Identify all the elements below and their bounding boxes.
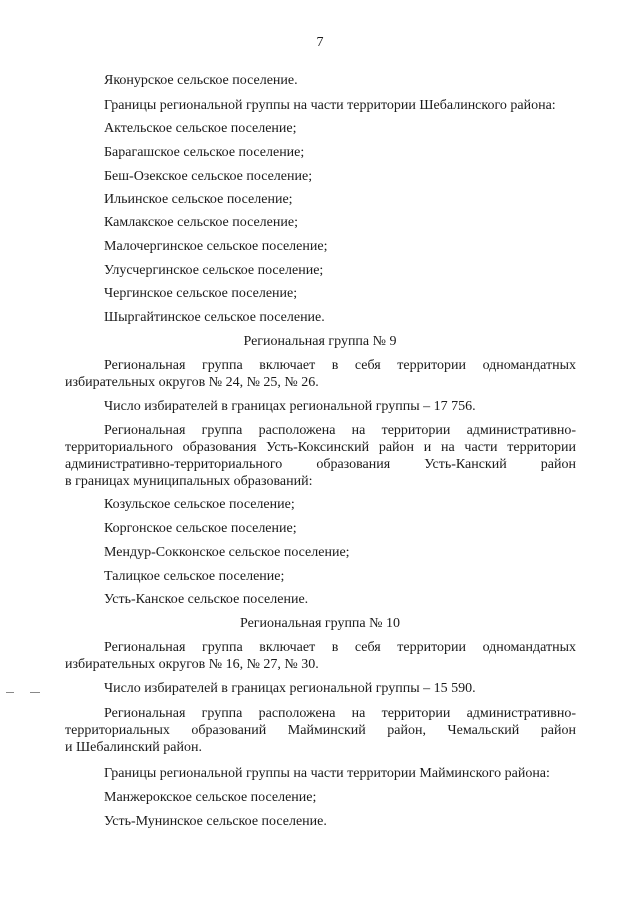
paragraph-line: в границах муниципальных образований: xyxy=(65,474,313,489)
paragraph-line: Региональная группа расположена на территории административно- xyxy=(104,423,576,438)
list-item-manzherokskoe: Манжерокское сельское поселение; xyxy=(104,790,317,805)
paragraph-line: избирательных округов № 24, № 25, № 26. xyxy=(65,375,319,390)
paragraph-line: Региональная группа расположена на территории административно- xyxy=(104,706,576,721)
paragraph-line: и Шебалинский район. xyxy=(65,740,202,755)
list-item-uluscherginskoe: Улусчергинское сельское поселение; xyxy=(104,263,324,278)
list-item-malocherginskoe: Малочергинское сельское поселение; xyxy=(104,239,328,254)
list-item-ust-kanskoe: Усть-Канское сельское поселение. xyxy=(104,592,309,607)
paragraph-line: территориального образования Усть-Коксинский район и на части территории xyxy=(65,440,576,455)
list-item-aktelskoe: Актельское сельское поселение; xyxy=(104,121,297,136)
paragraph-line: избирательных округов № 16, № 27, № 30. xyxy=(65,657,319,672)
list-item-shyrgaitinskoe: Шыргайтинское сельское поселение. xyxy=(104,310,325,325)
text-line-shebalinsky-boundary: Границы региональной группы на части территории Шебалинского района: xyxy=(104,98,556,113)
paragraph-line: Региональная группа включает в себя территории одномандатных xyxy=(104,358,576,373)
voter-count-group-9: Число избирателей в границах региональной группы – 17 756. xyxy=(104,399,476,414)
list-item-talitskoe: Талицкое сельское поселение; xyxy=(104,569,285,584)
list-item-baragashskoe: Барагашское сельское поселение; xyxy=(104,145,305,160)
list-item-korgonskoe: Коргонское сельское поселение; xyxy=(104,521,297,536)
list-item-kozulskoe: Козульское сельское поселение; xyxy=(104,497,295,512)
list-item-besh-ozekskoe: Беш-Озекское сельское поселение; xyxy=(104,169,313,184)
scan-speck xyxy=(6,692,14,693)
list-item-cherginskoe: Чергинское сельское поселение; xyxy=(104,286,298,301)
paragraph-line: территориальных образований Майминский район, Чемальский район xyxy=(65,723,576,738)
section-heading-group-9: Региональная группа № 9 xyxy=(243,334,397,349)
paragraph-line: Региональная группа включает в себя территории одномандатных xyxy=(104,640,576,655)
list-item-yakonurskoe: Яконурское сельское поселение. xyxy=(104,73,298,88)
page-number: 7 xyxy=(316,35,324,50)
list-item-ilinskoe: Ильинское сельское поселение; xyxy=(104,192,293,207)
paragraph-line: административно-территориального образования Усть-Канский район xyxy=(65,457,576,472)
list-item-kamlakskoe: Камлакское сельское поселение; xyxy=(104,215,298,230)
section-heading-group-10: Региональная группа № 10 xyxy=(239,616,400,631)
voter-count-group-10: Число избирателей в границах региональной группы – 15 590. xyxy=(104,681,476,696)
list-item-ust-muninskoe: Усть-Мунинское сельское поселение. xyxy=(104,814,327,829)
text-line-mayminsky-boundary: Границы региональной группы на части территории Майминского района: xyxy=(104,766,550,781)
list-item-mendur-sokkonskoe: Мендур-Сокконское сельское поселение; xyxy=(104,545,350,560)
scan-speck xyxy=(30,692,40,693)
